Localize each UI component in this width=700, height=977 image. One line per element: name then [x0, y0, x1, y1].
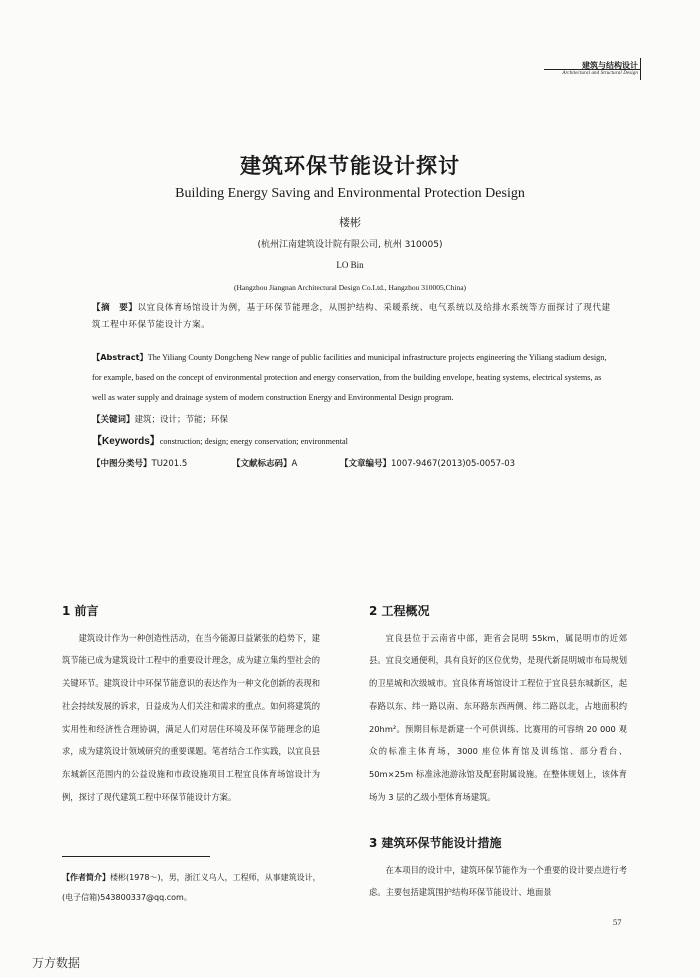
keywords-chinese — [92, 412, 614, 429]
author-footnote — [62, 868, 330, 908]
keywords-chinese-text: 建筑；设计；节能；环保 — [134, 415, 229, 425]
section-1 — [62, 600, 320, 808]
abstract-chinese-text: 以宜良体育场馆设计为例，基于环保节能理念，从围护结构、采暖系统、电气系统以及给排水系统等方面探讨了现代建筑工程中环保节能设计方案。 — [92, 303, 611, 330]
abstract-english-text: The Yiliang County Dongcheng New range of public facilities and municipal infrastructure projects engineering the Yiliang stadium design, for example, based on the concept of environmental protection and energy conservation, from the building envelope, heating systems, electrical systems, as well as water supply and drainage system of modern construction Energy and Environmental Design program. — [92, 353, 607, 402]
section-1-body: 建筑设计作为一种创造性活动，在当今能源日益紧张的趋势下，建筑节能已成为建筑设计工程中的重要设计理念，成为建立集约型社会的关键环节。建筑设计中环保节能意识的表达作为一种文化创新的表现和社会持续发展的诉求，日益成为人们关注和需求的重点。如何将建筑的实用性和经济性合理协调，满足人们对居住环境及环保节能理念的追求，成为建筑设计领域研究的重要课题。笔者结合工作实践，以宜良县东城新区范围内的公益设施和市政设施项目工程宜良体育场馆设计为例，探讨了现代建筑工程中环保节能设计方案。 — [62, 632, 320, 802]
section-3-title: 3 建筑环保节能设计措施 — [369, 836, 502, 850]
affiliation-chinese: (杭州江南建筑设计院有限公司, 杭州 310005) — [257, 240, 443, 250]
footnote-label: 【作者简介】 — [62, 873, 110, 882]
keywords-english — [92, 434, 614, 451]
author-english: LO Bin — [336, 260, 364, 270]
running-header-rule — [544, 69, 640, 70]
clc-label: 【中图分类号】 — [92, 459, 152, 469]
section-2-body: 宜良县位于云南省中部，距省会昆明 55km，属昆明市的近郊县。宜良交通便利，具有良好的区位优势，是现代新昆明城市布局规划的卫星城和次级城市。宜良体育场馆设计工程位于宜良县东城新区，起春路以东、纬一路以南、东环路东西两侧、纬二路以北，占地面积约 20hm²。预期目标是新建一个可供训练、比赛用的可容纳 20 000 观众的标准主体育场，3000 座位体育馆及训练馆、部分看台、50m×25m 标准泳池游泳馆及配套附属设施。在整体规划上，该体育场为 3 层的乙级小型体育场建筑。 — [369, 632, 627, 802]
running-header-section-en: Architectural and Structural Design — [562, 71, 638, 76]
abstract-english — [92, 347, 614, 408]
affiliation-english: (Hangzhou Jiangnan Architectural Design Co.Ltd., Hangzhou 310005,China) — [233, 283, 467, 292]
clc-value: TU201.5 — [151, 459, 188, 469]
section-2-title: 2 工程概况 — [369, 604, 430, 618]
document-code — [232, 457, 297, 469]
footnote-text: 楼彬(1978～)，男，浙江义乌人，工程师，从事建筑设计，(电子信箱)543800337@qq.com。 — [62, 873, 321, 902]
section-1-title: 1 前言 — [62, 604, 99, 618]
wanfang-watermark: 万方数据 — [32, 956, 81, 970]
running-header-section: 建筑与结构设计 — [582, 61, 638, 70]
article-number-value: 1007-9467(2013)05-0057-03 — [391, 459, 516, 469]
document-code-value: A — [291, 459, 298, 469]
abstract-chinese-label: 【摘 要】 — [92, 303, 138, 313]
section-3-body: 在本项目的设计中，建筑环保节能作为一个重要的设计要点进行考虑。主要包括建筑围护结构环保节能设计、地面景 — [369, 864, 627, 898]
keywords-english-text: construction; design; energy conservation; environmental — [159, 437, 348, 446]
author-chinese: 楼彬 — [339, 216, 361, 229]
keywords-chinese-label: 【关键词】 — [92, 415, 135, 425]
running-header-bar — [640, 58, 641, 80]
clc-code — [92, 457, 187, 469]
section-3 — [369, 832, 627, 904]
abstract-english-label: 【Abstract】 — [92, 352, 148, 362]
document-code-label: 【文献标志码】 — [232, 459, 292, 469]
article-number-label: 【文章编号】 — [340, 459, 392, 469]
page-number: 57 — [613, 917, 622, 927]
footnote-rule — [62, 856, 210, 857]
article-number — [340, 457, 515, 469]
abstract-chinese — [92, 300, 614, 333]
title-chinese: 建筑环保节能设计探讨 — [240, 154, 460, 178]
keywords-english-label: 【Keywords】 — [92, 436, 160, 447]
section-2 — [369, 600, 627, 808]
title-english: Building Energy Saving and Environmental Protection Design — [175, 186, 525, 201]
